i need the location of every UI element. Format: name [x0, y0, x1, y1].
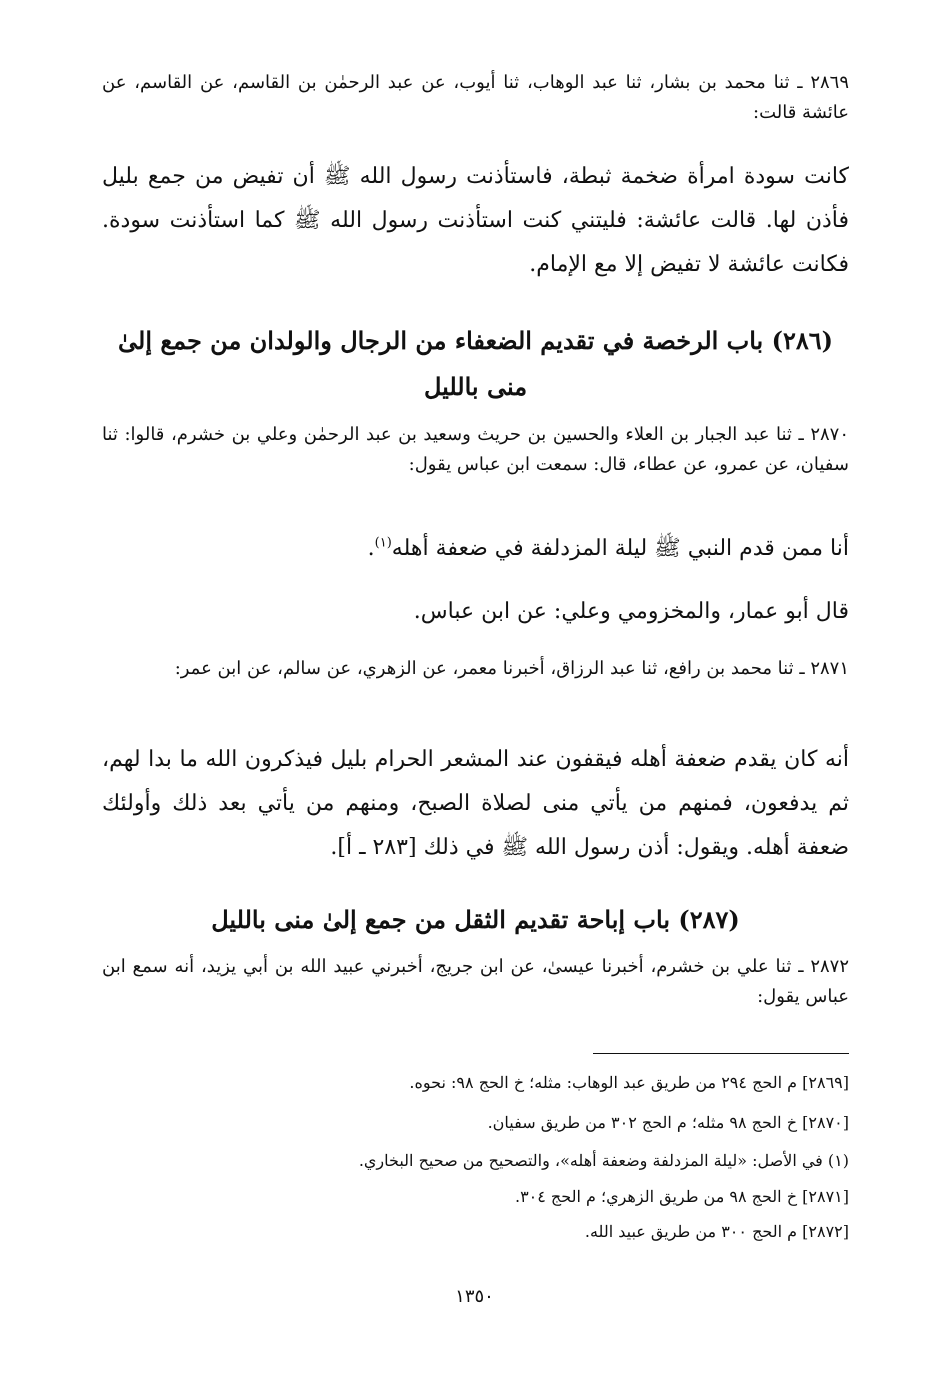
- hadith-2870-note: قال أبو عمار، والمخزومي وعلي: عن ابن عباس.: [413, 599, 849, 624]
- hadith-2869-isnad: ٢٨٦٩ ـ ثنا محمد بن بشار، ثنا عبد الوهاب، ثنا أيوب، عن عبد الرحمٰن بن القاسم، عن القاسم، عن عائشة قالت:: [102, 72, 849, 123]
- footnote-2872: [٢٨٧٢] م الحج ٣٠٠ من طريق عبيد الله.: [584, 1222, 849, 1241]
- footnote-2871: [٢٨٧١] خ الحج ٩٨ من طريق الزهري؛ م الحج ٣٠٤.: [514, 1187, 849, 1206]
- hadith-2871-isnad: ٢٨٧١ ـ ثنا محمد بن رافع، ثنا عبد الرزاق، أخبرنا معمر، عن الزهري، عن سالم، عن ابن عمر:: [174, 658, 849, 679]
- page-number: ١٣٥٠: [455, 1286, 494, 1307]
- footnote-2869: [٢٨٦٩] م الحج ٢٩٤ من طريق عبد الوهاب: مثله؛ خ الحج ٩٨: نحوه.: [409, 1073, 849, 1092]
- hadith-2870-isnad: ٢٨٧٠ ـ ثنا عبد الجبار بن العلاء والحسين بن حريث وسعيد بن عبد الرحمٰن وعلي بن خشرم، قالوا: ثنا سفيان، عن عمرو، عن عطاء، قال: سمعت ابن عباس يقول:: [102, 424, 849, 475]
- hadith-2869-matn: كانت سودة امرأة ضخمة ثبطة، فاستأذنت رسول الله ﷺ أن تفيض من جمع بليل فأذن لها. قالت عائشة: فليتني كنت استأذنت رسول الله ﷺ كما استأذنت سودة. فكانت عائشة لا تفيض إلا مع الإمام.: [102, 164, 849, 277]
- footnote-separator: [593, 1053, 849, 1054]
- hadith-2872-isnad: ٢٨٧٢ ـ ثنا علي بن خشرم، أخبرنا عيسىٰ، عن ابن جريج، أخبرني عبيد الله بن أبي يزيد، أنه سمع ابن عباس يقول:: [102, 956, 849, 1007]
- hadith-2870-matn: [102, 527, 849, 571]
- hadith-2870-matn-text: أنا ممن قدم النبي ﷺ ليلة المزدلفة في ضعفة أهله: [391, 536, 849, 561]
- footnote-1: (١) في الأصل: «ليلة المزدلفة وضعفة أهله»، والتصحيح من صحيح البخاري.: [358, 1151, 849, 1170]
- chapter-287-heading: (٢٨٧) باب إباحة تقديم الثقل من جمع إلىٰ منى بالليل: [211, 905, 740, 934]
- hadith-2871-matn: أنه كان يقدم ضعفة أهله فيقفون عند المشعر الحرام بليل فيذكرون الله ما بدا لهم، ثم يدفعون، فمنهم من يأتي منى لصلاة الصبح، ومنهم من يأتي بعد ذلك وأولئك ضعفة أهله. ويقول: أذن رسول الله ﷺ في ذلك [٢٨٣ ـ أ].: [102, 747, 849, 860]
- footnote-marker: (١): [374, 535, 392, 551]
- chapter-286-heading: (٢٨٦) باب الرخصة في تقديم الضعفاء من الرجال والولدان من جمع إلىٰ منى بالليل: [118, 326, 833, 401]
- footnote-2870: [٢٨٧٠] خ الحج ٩٨ مثله؛ م الحج ٣٠٢ من طريق سفيان.: [487, 1113, 849, 1132]
- hadith-2870-matn-end: .: [367, 536, 375, 561]
